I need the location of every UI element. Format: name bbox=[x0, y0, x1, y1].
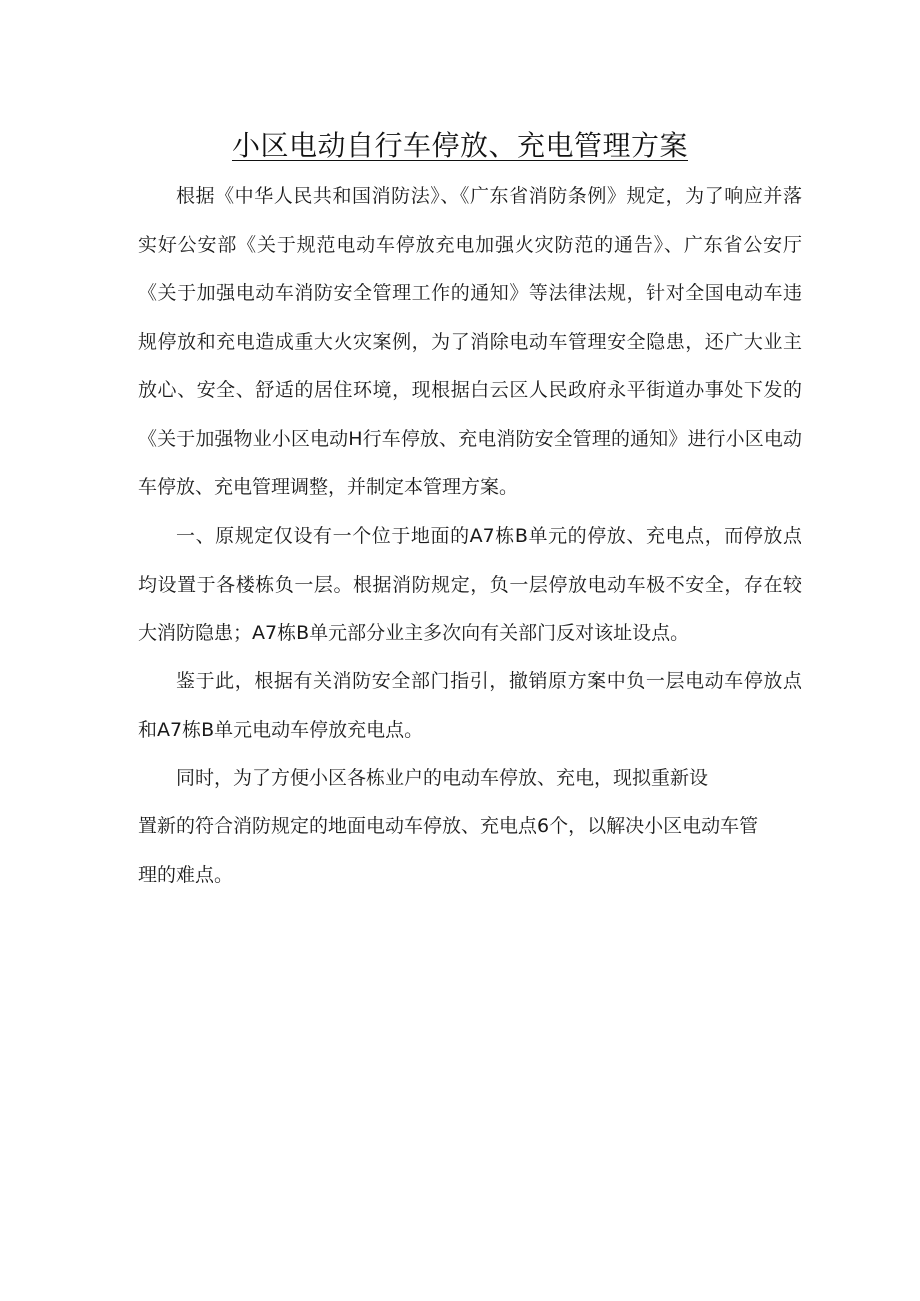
paragraph-legal-basis: 根据《中华人民共和国消防法》、《广东省消防条例》规定，为了响应并落实好公安部《关于规范电动车停放充电加强火灾防范的通告》、广东省公安厅《关于加强电动车消防安全管理工作的通知》等法律法规，针对全国电动车违规停放和充电造成重大火灾案例，为了消除电动车管理安全隐患，还广大业主放心、安全、舒适的居住环境，现根据白云区人民政府永平街道办事处下发的《关于加强物业小区电动H行车停放、充电消防安全管理的通知》进行小区电动车停放、充电管理调整，并制定本管理方案。 bbox=[138, 185, 802, 498]
paragraph-line: 理的难点。 bbox=[138, 864, 234, 886]
document-title: 小区电动自行车停放、充电管理方案 bbox=[231, 129, 688, 162]
paragraph-line: 同时，为了方便小区各栋业户的电动车停放、充电，现拟重新设 bbox=[176, 767, 709, 789]
paragraph-revocation: 鉴于此，根据有关消防安全部门指引，撤销原方案中负一层电动车停放点和A7栋B单元电动车停放充电点。 bbox=[138, 670, 802, 741]
paragraph-line: 置新的符合消防规定的地面电动车停放、充电点6个，以解决小区电动车管 bbox=[138, 815, 759, 837]
paragraph-original-rules: 一、原规定仅设有一个位于地面的A7栋B单元的停放、充电点，而停放点均设置于各楼栋负一层。根据消防规定，负一层停放电动车极不安全，存在较大消防隐患；A7栋B单元部分业主多次向有关部门反对该址设点。 bbox=[138, 525, 802, 644]
